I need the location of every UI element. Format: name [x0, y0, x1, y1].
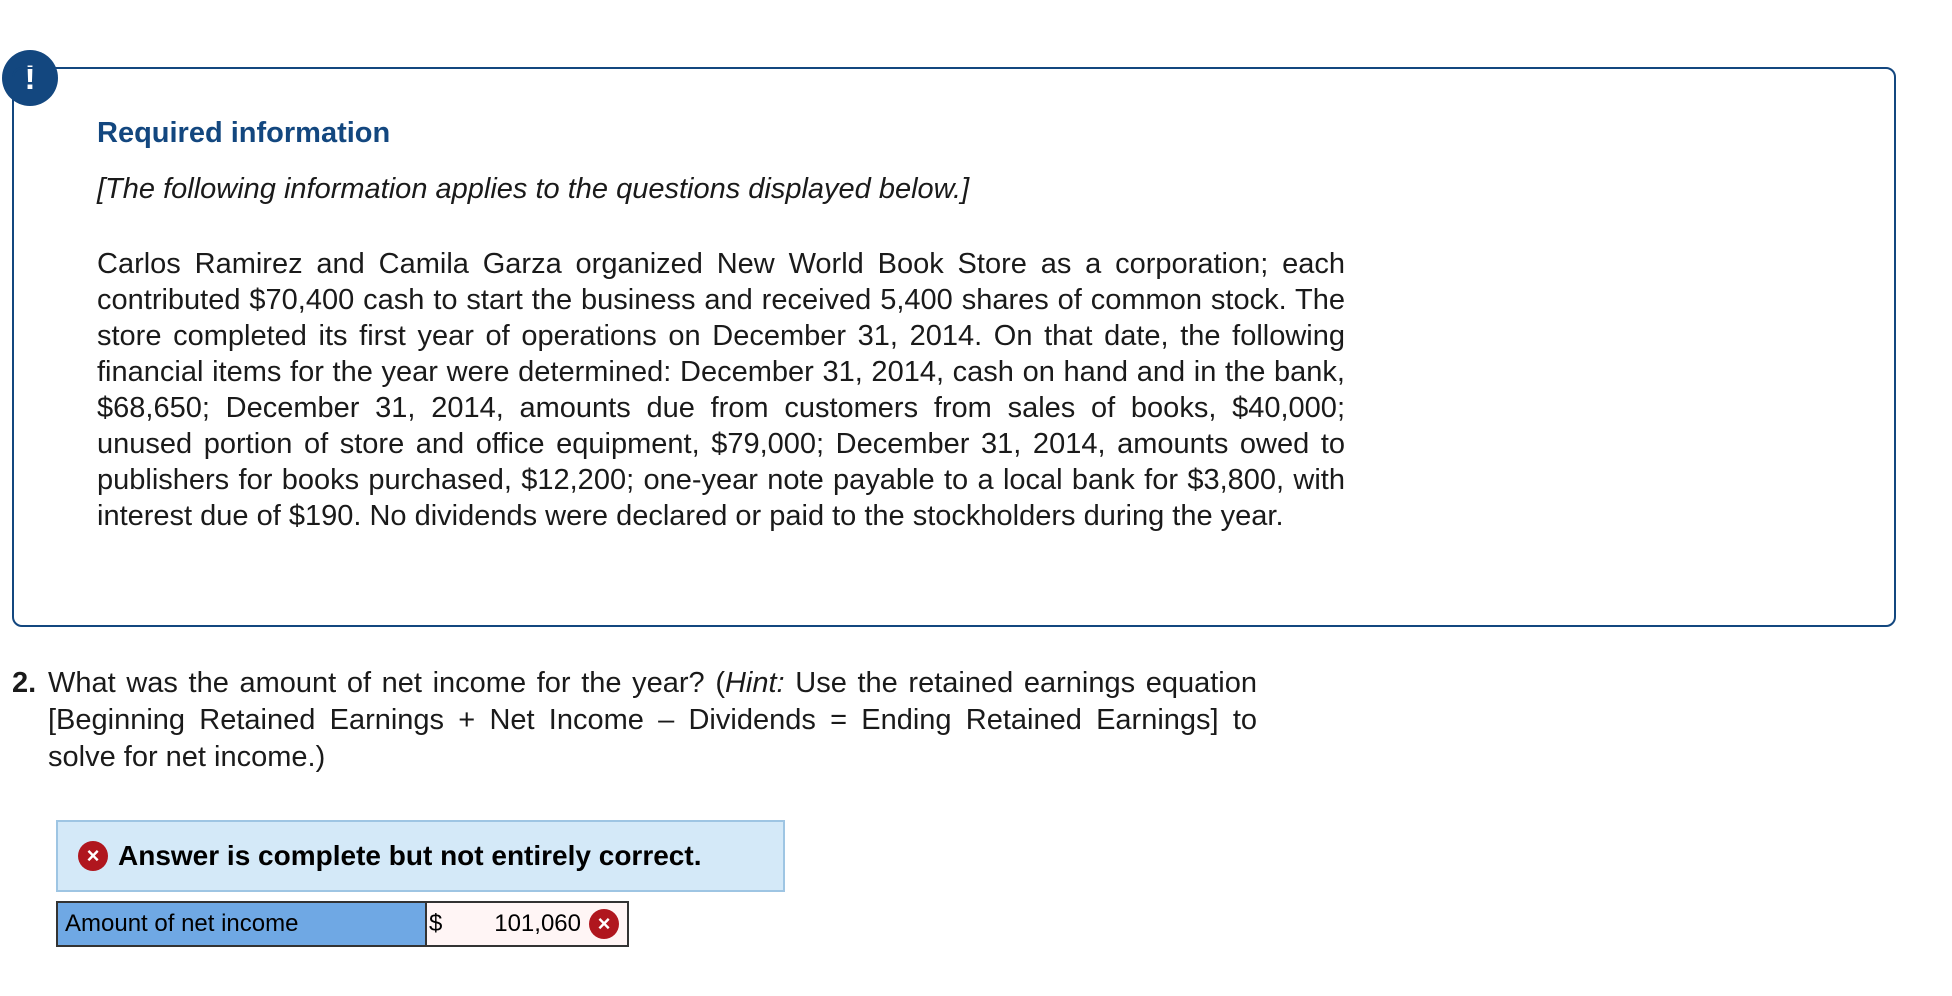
currency-symbol: $ — [429, 910, 443, 937]
question — [12, 665, 1257, 776]
incorrect-answer-icon: × — [589, 909, 619, 939]
info-title: Required information — [97, 117, 391, 149]
incorrect-icon: × — [78, 841, 108, 871]
question-text: What was the amount of net income for the year? (Hint: Use the retained earnings equation [Beginning Retained Earnings + Net Income – Dividends = Ending Retained Earnings] to solve for net income.) — [48, 667, 1257, 773]
answer-table — [56, 901, 629, 947]
answer-label: Amount of net income — [58, 903, 427, 945]
hint-label: Hint: — [724, 667, 785, 699]
answer-input[interactable] — [427, 903, 627, 945]
info-body: Carlos Ramirez and Camila Garza organized New World Book Store as a corporation; each contributed $70,400 cash to start the business and received 5,400 shares of common stock. The store completed its first year of operations on December 31, 2014. On that date, the following financial items for the year were determined: December 31, 2014, cash on hand and in the bank, $68,650; December 31, 2014, amounts due from customers from sales of books, $40,000; unused portion of store and office equipment, $79,000; December 31, 2014, amounts owed to publishers for books purchased, $12,200; one-year note payable to a local bank for $3,800, with interest due of $190. No dividends were declared or paid to the stockholders during the year. — [97, 248, 1345, 532]
status-text: Answer is complete but not entirely correct. — [118, 840, 702, 871]
info-note: [The following information applies to the questions displayed below.] — [97, 173, 970, 205]
answer-value: 101,060 — [494, 910, 581, 937]
alert-icon: ! — [2, 50, 58, 106]
answer-status-banner — [56, 820, 785, 892]
question-number: 2. — [12, 667, 37, 699]
